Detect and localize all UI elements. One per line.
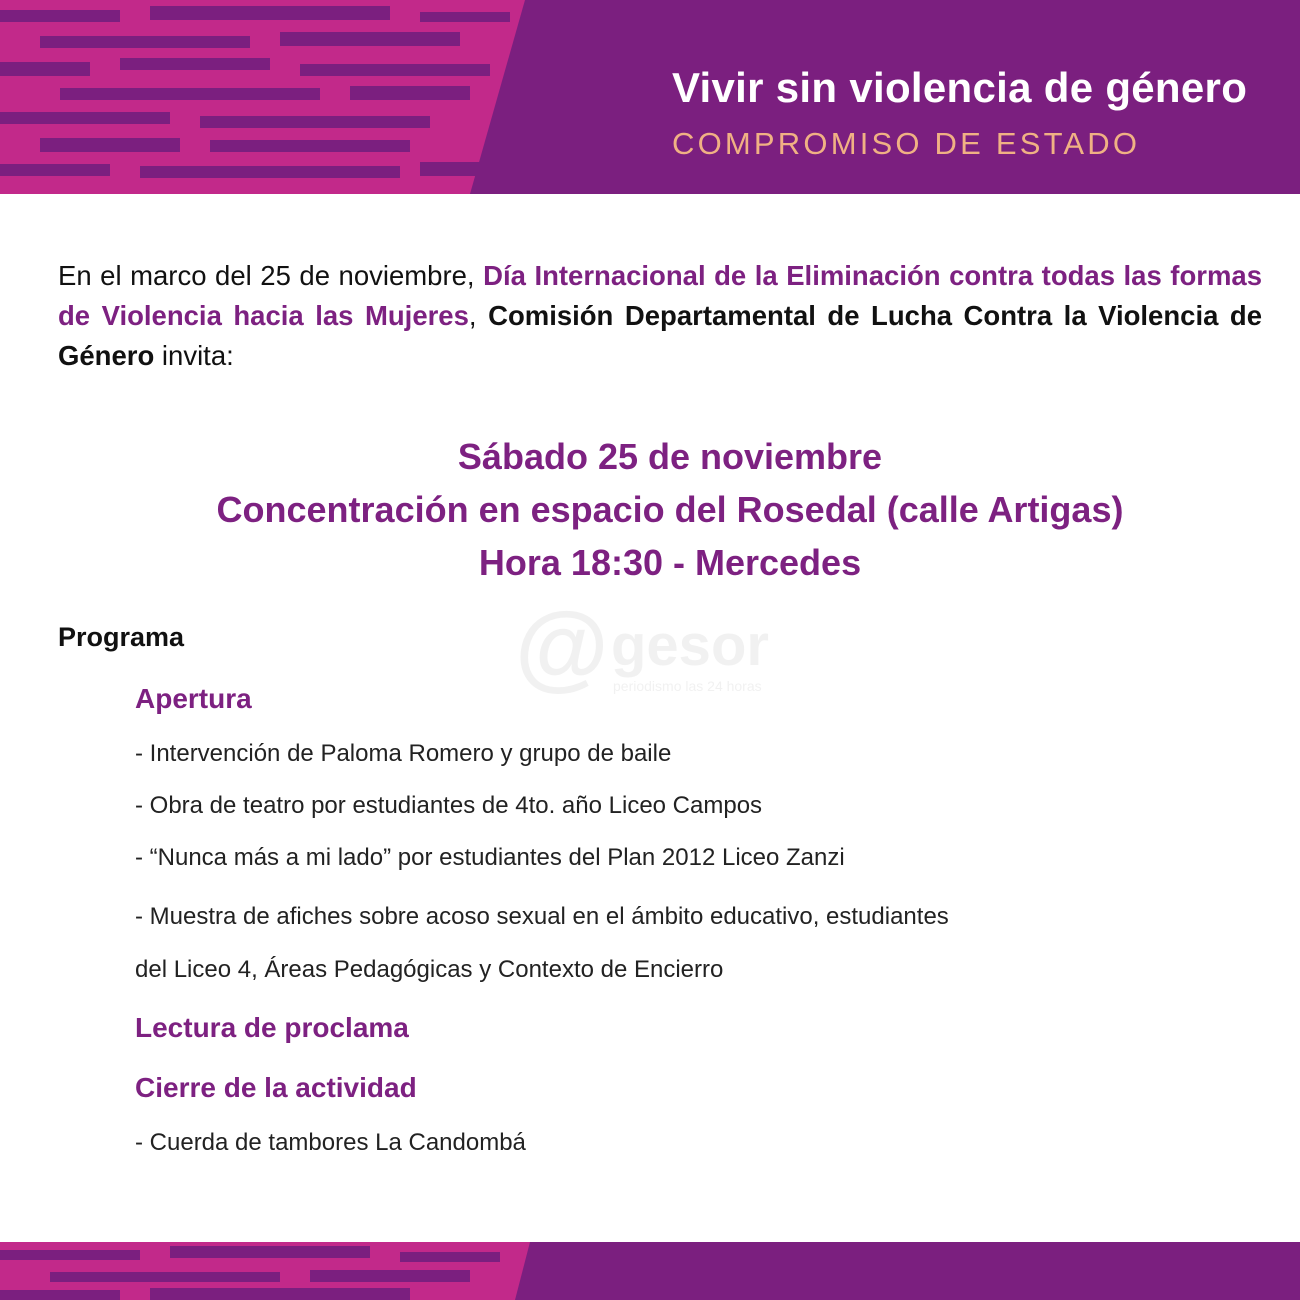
program-item: - Muestra de afiches sobre acoso sexual en el ámbito educativo, estudiantes xyxy=(135,903,949,930)
watermark-logo xyxy=(515,593,805,710)
intro-day-highlight: Día Internacional de la Eliminación contra todas las formas de Violencia hacia las Mujeres xyxy=(58,260,1263,331)
program-item: - Obra de teatro por estudiantes de 4to. año Liceo Campos xyxy=(135,792,763,819)
event-details xyxy=(0,430,1300,589)
watermark-word: gesor xyxy=(611,613,769,678)
intro-organization: Comisión Departamental de Lucha Contra la Violencia de Género xyxy=(58,300,1262,371)
watermark-tagline: periodismo las 24 horas xyxy=(613,678,762,694)
intro-comma: , xyxy=(468,300,489,331)
watermark-at-symbol: @ xyxy=(515,593,609,700)
intro-invite: invita: xyxy=(154,340,234,371)
footer-stripe-pattern xyxy=(0,1242,1300,1300)
program-item: - Cuerda de tambores La Candombá xyxy=(135,1129,526,1156)
program-item: - “Nunca más a mi lado” por estudiantes del Plan 2012 Liceo Zanzi xyxy=(135,844,845,871)
section-lectura-proclama: Lectura de proclama xyxy=(135,1012,409,1043)
footer-banner xyxy=(0,1242,1300,1300)
intro-text: En el marco del 25 de noviembre, xyxy=(58,260,484,291)
programa-heading: Programa xyxy=(58,622,185,652)
program-item-continuation: del Liceo 4, Áreas Pedagógicas y Contexto de Encierro xyxy=(135,956,724,983)
program-item: - Intervención de Paloma Romero y grupo de baile xyxy=(135,740,672,767)
header-banner xyxy=(0,0,1300,194)
campaign-title: Vivir sin violencia de género xyxy=(672,64,1248,111)
campaign-subtitle: COMPROMISO DE ESTADO xyxy=(672,126,1141,161)
intro-paragraph xyxy=(58,256,1262,376)
event-place: Concentración en espacio del Rosedal (calle Artigas) xyxy=(216,489,1124,530)
event-time: Hora 18:30 - Mercedes xyxy=(478,542,862,583)
section-cierre: Cierre de la actividad xyxy=(135,1072,417,1103)
section-apertura: Apertura xyxy=(135,683,252,714)
event-date: Sábado 25 de noviembre xyxy=(457,436,883,477)
